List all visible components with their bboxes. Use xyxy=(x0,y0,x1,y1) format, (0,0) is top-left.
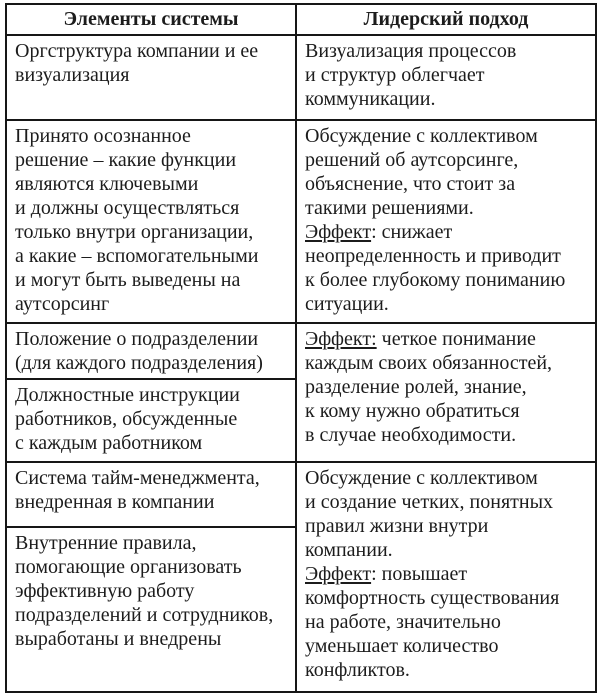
cell-orgstructure: Оргструктура компании и ее визуализация xyxy=(6,35,296,120)
cell-outsourcing-discussion: Обсуждение с коллективом решений об аутсорсинге, объяснение, что стоит за такими решениями. Эффект: снижает неопределенность и приводит к более глубокому пониманию ситуации. xyxy=(296,120,596,323)
table-row xyxy=(6,323,596,379)
system-elements-leader-approach-table xyxy=(5,3,597,693)
cell-roles-clarity-effect: Эффект: четкое понимание каждым своих обязанностей, разделение ролей, знание, к кому нужно обратиться в случае необходимости. xyxy=(296,323,596,462)
table-row xyxy=(6,35,596,120)
cell-time-management: Система тайм-менеджмента, внедренная в компании xyxy=(6,462,296,527)
header-cell-leader-approach: Лидерский подход xyxy=(296,4,596,35)
cell-outsourcing-decision: Принято осознанное решение – какие функции являются ключевыми и должны осуществляться только внутри организации, а какие – вспомогательными и могут быть выведены на аутсорсинг xyxy=(6,120,296,323)
cell-internal-rules-effect: Обсуждение с коллективом и создание четких, понятных правил жизни внутри компании. Эффект: повышает комфортность существования на работе, значительно уменьшает количество конфликтов. xyxy=(296,462,596,692)
cell-job-instructions: Должностные инструкции работников, обсужденные с каждым работником xyxy=(6,379,296,462)
header-cell-system-elements: Элементы системы xyxy=(6,4,296,35)
table-row xyxy=(6,120,596,323)
cell-department-regulation: Положение о подразделении (для каждого подразделения) xyxy=(6,323,296,379)
cell-internal-rules: Внутренние правила, помогающие организовать эффективную работу подразделений и сотрудников, выработаны и внедрены xyxy=(6,527,296,692)
cell-visualization-effect: Визуализация процессов и структур облегчает коммуникации. xyxy=(296,35,596,120)
header-row xyxy=(6,4,596,35)
table-row xyxy=(6,462,596,527)
